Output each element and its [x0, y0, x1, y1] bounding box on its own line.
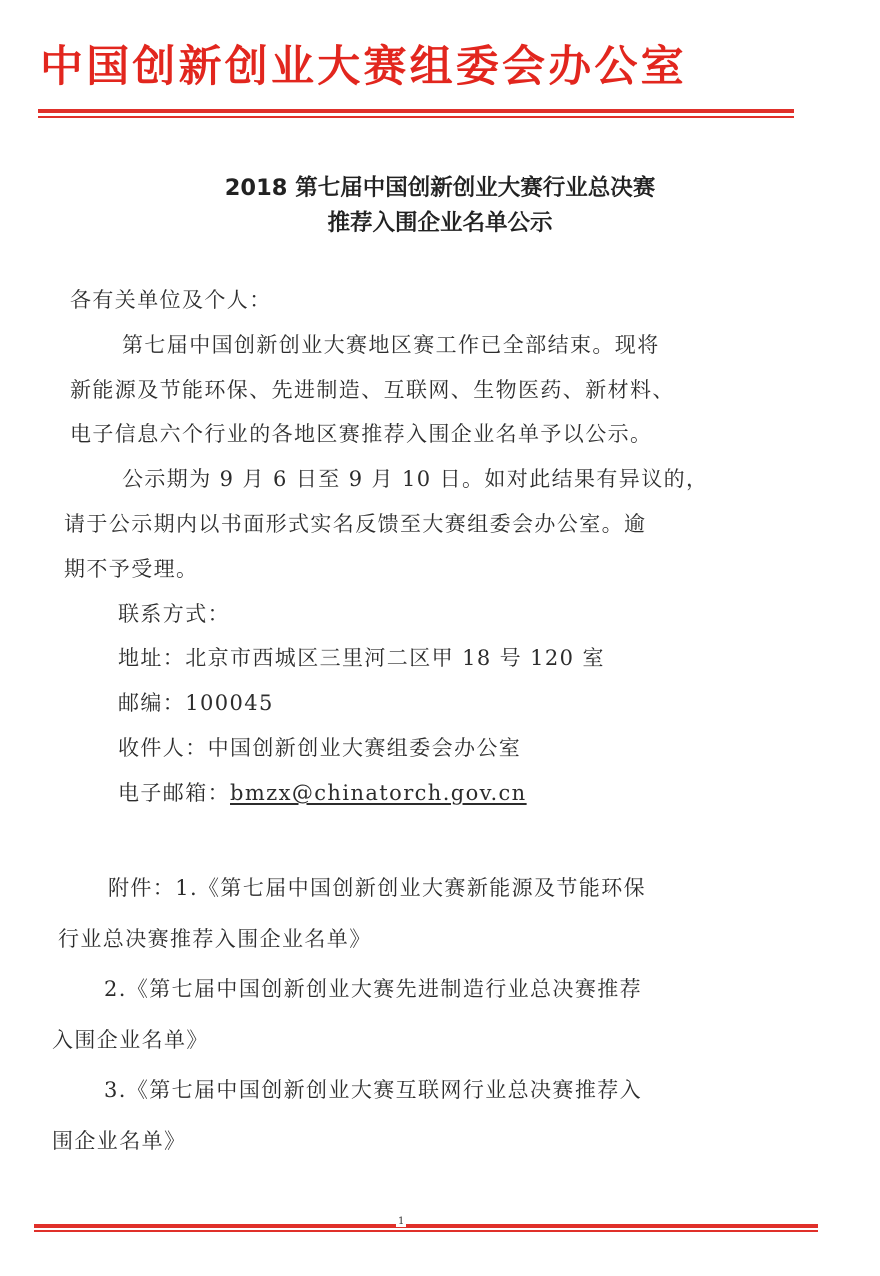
salutation: 各有关单位及个人： — [70, 288, 272, 312]
contact-email-row — [118, 777, 527, 807]
letterhead-rule-thick — [38, 109, 794, 113]
contact-heading: 联系方式： — [118, 602, 230, 626]
document-title-line2: 推荐入围企业名单公示 — [327, 210, 553, 236]
document-title-line1: 2018 第七届中国创新创业大赛行业总决赛 — [224, 175, 656, 201]
page-number: 1 — [398, 1216, 405, 1227]
attachment3-line2: 围企业名单》 — [52, 1129, 187, 1153]
attachment2-line2: 入围企业名单》 — [52, 1028, 209, 1052]
letterhead-org-name: 中国创新创业大赛组委会办公室 — [40, 42, 687, 92]
attachment1-line2: 行业总决赛推荐入围企业名单》 — [58, 927, 372, 951]
email-label: 电子邮箱： — [118, 781, 230, 805]
paragraph1-line3: 电子信息六个行业的各地区赛推荐入围企业名单予以公示。 — [70, 422, 653, 446]
paragraph2-line2: 请于公示期内以书面形式实名反馈至大赛组委会办公室。逾 — [64, 512, 647, 536]
contact-address: 地址：北京市西城区三里河二区甲 18 号 120 室 — [118, 646, 605, 670]
attachment1-line1: 附件：1.《第七届中国创新创业大赛新能源及节能环保 — [108, 876, 647, 900]
attachment3-line1: 3.《第七届中国创新创业大赛互联网行业总决赛推荐入 — [104, 1078, 643, 1102]
paragraph1-line2: 新能源及节能环保、先进制造、互联网、生物医药、新材料、 — [70, 378, 675, 402]
paragraph1-line1: 第七届中国创新创业大赛地区赛工作已全部结束。现将 — [122, 333, 660, 357]
paragraph2-line1: 公示期为 9 月 6 日至 9 月 10 日。如对此结果有异议的， — [122, 467, 709, 491]
email-link[interactable]: bmzx@chinatorch.gov.cn — [230, 781, 527, 805]
attachment2-line1: 2.《第七届中国创新创业大赛先进制造行业总决赛推荐 — [104, 977, 643, 1001]
contact-recipient: 收件人：中国创新创业大赛组委会办公室 — [118, 736, 522, 760]
footer-rule-thin — [34, 1230, 818, 1232]
letterhead-rule-thin — [38, 116, 794, 118]
paragraph2-line3: 期不予受理。 — [64, 557, 199, 581]
footer-rule-thick — [34, 1224, 818, 1228]
contact-postcode: 邮编：100045 — [118, 691, 274, 715]
